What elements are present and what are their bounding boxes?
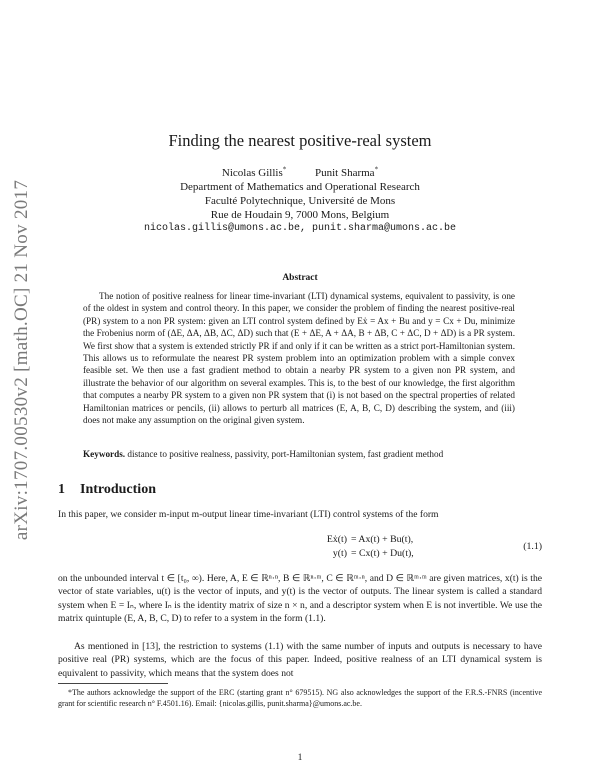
section-number: 1 [58, 482, 65, 497]
affiliation-address: Rue de Houdain 9, 7000 Mons, Belgium [210, 209, 390, 221]
equation-1-1 [0, 534, 600, 566]
author-2: Punit Sharma* [314, 165, 379, 179]
keywords-line [83, 448, 523, 460]
equation-tag: (1.1) [523, 541, 542, 552]
affiliation-department: Department of Mathematics and Operational Research [180, 181, 420, 193]
equation-row2-right: = Cx(t) + Du(t), [351, 548, 414, 559]
paper-title: Finding the nearest positive-real system [168, 131, 432, 150]
page-number: 1 [297, 752, 303, 763]
intro-paragraph-1: In this paper, we consider m-input m-output linear time-invariant (LTI) control systems of the form [58, 509, 439, 520]
footnote-rule [58, 683, 168, 684]
keywords-label: Keywords. [83, 449, 126, 459]
section-heading [58, 482, 156, 498]
intro-paragraph-3: As mentioned in [13], the restriction to systems (1.1) with the same number of inputs and outputs is necessary to have positive real (PR) systems, which are the focus of this paper. Indeed, positive realness of an LTI dynamical system is equivalent to passivity, which means that the system does not [58, 641, 542, 679]
abstract-heading: Abstract [282, 273, 318, 283]
author-line [0, 165, 600, 179]
intro-paragraph-2: on the unbounded interval t ∈ [t₀, ∞). Here, A, E ∈ ℝⁿ·ⁿ, B ∈ ℝⁿ·ᵐ, C ∈ ℝᵐ·ⁿ, and D ∈ ℝᵐ·ᵐ are given matrices, x(t) is the vector of state variables, u(t) is the vector of inputs, and y(t) is the vector of outputs. The linear system is called a standard system when E = Iₙ, where Iₙ is the identity matrix of size n × n, and a descriptor system when E is not invertible. We use the matrix quintuple (E, A, B, C, D) to refer to a system in the form (1.1). [58, 573, 542, 625]
arxiv-identifier-text: arXiv:1707.00530v2 [math.OC] 21 Nov 2017 [11, 179, 32, 541]
section-title: Introduction [80, 482, 156, 497]
footnote: *The authors acknowledge the support of the ERC (starting grant n° 679515). NG also acknowledges the support of the F.R.S.-FNRS (incentive grant for scientific research n° F.4501.16). Email: {nicolas.gillis, punit.sharma}@umons.ac.be. [58, 688, 542, 708]
equation-row1-left: Eẋ(t) [326, 534, 347, 545]
abstract-body: The notion of positive realness for linear time-invariant (LTI) dynamical systems, equivalent to passivity, is one of the oldest in system and control theory. In this paper, we consider the problem of finding the nearest positive-real (PR) system to a non PR system: given an LTI control system defined by Eẋ = Ax + Bu and y = Cx + Du, minimize the Frobenius norm of (ΔE, ΔA, ΔB, ΔC, ΔD) such that (E + ΔE, A + ΔA, B + ΔB, C + ΔC, D + ΔD) is a PR system. We first show that a system is extended strictly PR if and only if it can be written as a strict port-Hamiltonian system. This allows us to reformulate the nearest PR system problem into an optimization problem with a simple convex feasible set. We then use a fast gradient method to obtain a nearby PR system to a given non PR system, and illustrate the behavior of our algorithm on several examples. This is, to the best of our knowledge, the first algorithm that computes a nearby PR system to a given non PR system that (i) is not based on the spectral properties of related Hamiltonian matrices or pencils, (ii) allows to perturb all matrices (E, A, B, C, D) describing the system, and (iii) does not make any assumption on the original given system. [83, 291, 515, 426]
affiliation-emails: nicolas.gillis@umons.ac.be, punit.sharma@umons.ac.be [143, 223, 457, 234]
keywords-text: distance to positive realness, passivity, port-Hamiltonian system, fast gradient method [127, 449, 444, 459]
affiliation-faculty: Faculté Polytechnique, Université de Mons [204, 195, 396, 207]
author-1: Nicolas Gillis* [221, 165, 287, 179]
equation-row1-right: = Ax(t) + Bu(t), [351, 534, 414, 545]
equation-row2-left: y(t) [332, 548, 347, 559]
